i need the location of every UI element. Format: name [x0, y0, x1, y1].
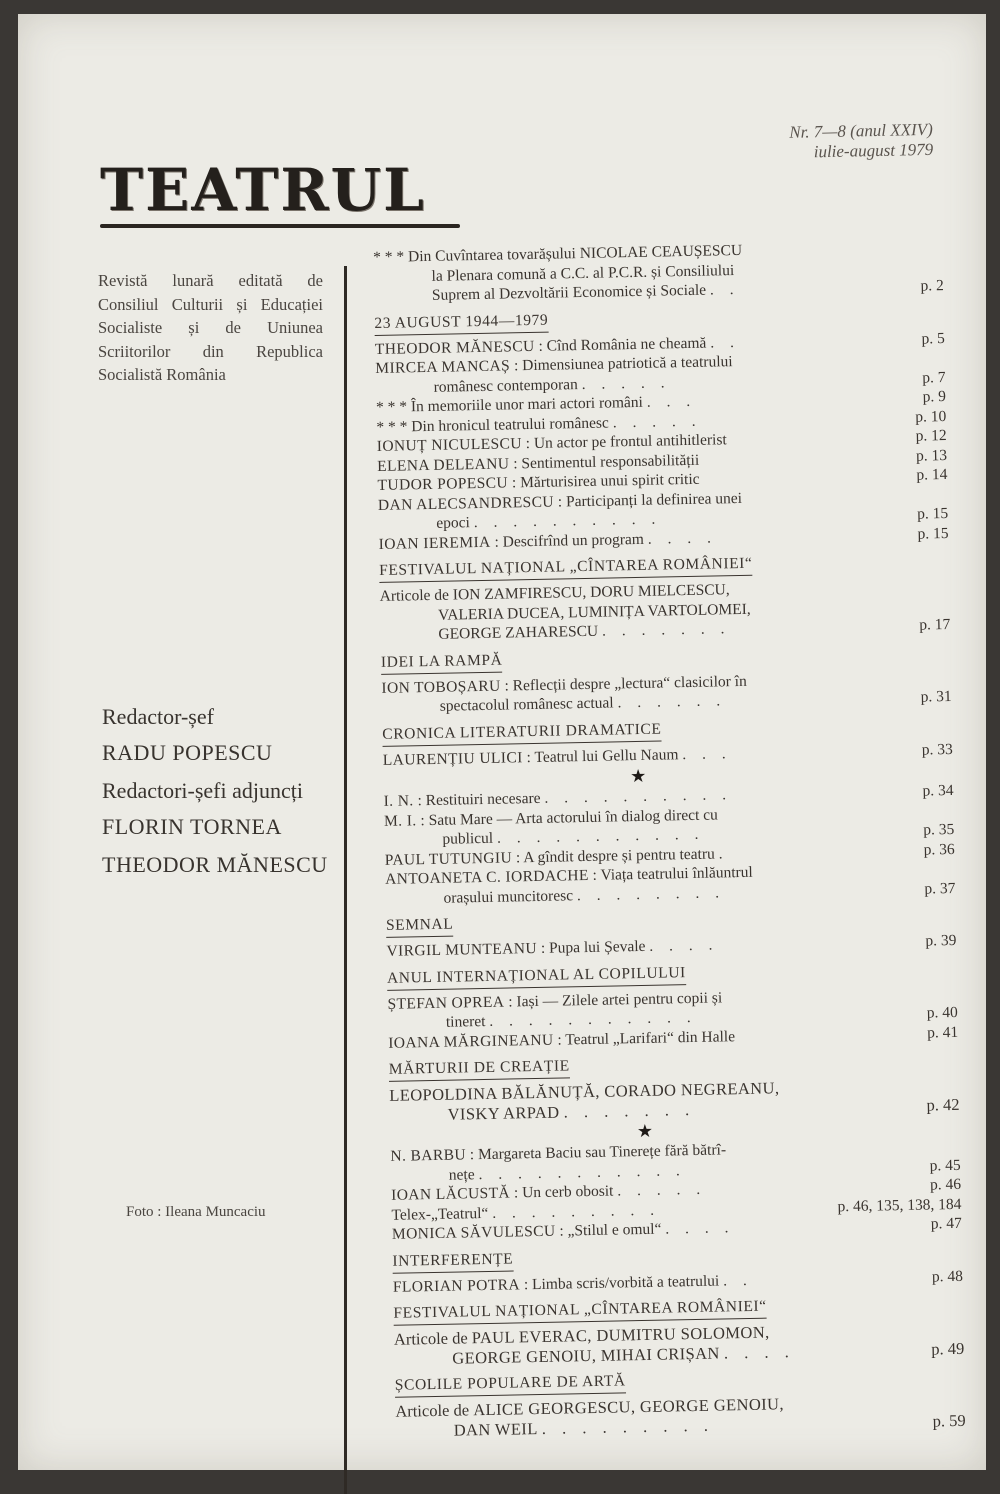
toc-entry: * * * Din hronicul teatrului românesc . . . . . p. 10 [376, 407, 947, 436]
toc-entry: MONICA SĂVULESCU : „Stilul e omul“ . . . . p. 47 [391, 1214, 962, 1243]
toc-section-heading: MĂRTURII DE CREAȚIE [389, 1055, 570, 1081]
magazine-logo: TEATRUL [100, 156, 426, 224]
toc-entry: * * * Din Cuvîntarea tovarășului NICOLAE CEAUȘESCU la Plenara comună a C.C. al P.C.R. și Consiliului Suprem al Dezvoltării Economice și Sociale . . p. 2 [373, 241, 944, 304]
toc-entry: M. I. : Satu Mare — Arta actorului în dialog direct cu publicul . . . . . . . . . . . p. 35 [383, 805, 955, 848]
toc-entry: TUDOR POPESCU : Mărturisirea unui spirit critic p. 14 [377, 466, 948, 494]
vertical-divider [344, 266, 347, 1494]
toc-section-heading: ANUL INTERNAȚIONAL AL COPILULUI [387, 962, 686, 991]
toc-entry: VIRGIL MUNTEANU : Pupa lui Șevale . . . . p. 39 [386, 931, 957, 960]
toc-entry: DAN ALECSANDRESCU : Participanți la definirea unei epoci . . . . . . . . . . p. 15 [377, 489, 949, 532]
toc-entry: FLORIAN POTRA : Limba scris/vorbită a teatrului . . p. 48 [392, 1267, 964, 1296]
toc-entry: N. BARBU : Margareta Baciu sau Tinerețe fără bătrî- nețe . . . . . . . . . . . p. 45 [390, 1141, 961, 1184]
issue-info [723, 120, 934, 164]
toc-entry: LEOPOLDINA BĂLĂNUȚĂ, CORADO NEGREANU, VISKY ARPAD . . . . . . . p. 42 [389, 1078, 960, 1124]
toc-entry: LAURENȚIU ULICI : Teatrul lui Gellu Naum . . . p. 33 [382, 740, 953, 769]
toc-section-heading: ȘCOLILE POPULARE DE ARTĂ [395, 1370, 626, 1397]
toc-entry: ANTOANETA C. IORDACHE : Viața teatrului înlăuntrul orașului muncitoresc . . . . . . . . p. 37 [384, 863, 956, 907]
toc-section-heading: FESTIVALUL NAȚIONAL „CÎNTAREA ROMÂNIEI“ [379, 553, 753, 583]
toc-section-heading: FESTIVALUL NAȚIONAL „CÎNTAREA ROMÂNIEI“ [393, 1296, 767, 1326]
toc-entry: ION TOBOȘARU : Reflecții despre „lectura“ clasicilor în spectacolul românesc actual . . . . . . p. 31 [381, 672, 952, 715]
toc-section-heading: CRONICA LITERATURII DRAMATICE [382, 718, 662, 746]
issue-date: iulie-august 1979 [813, 139, 934, 162]
table-of-contents [373, 237, 966, 1441]
toc-entry: Articole de ALICE GEORGESCU, GEORGE GENOIU, DAN WEIL . . . . . . . . . p. 59 [395, 1394, 966, 1440]
issue-number: Nr. 7—8 (anul XXIV) [789, 119, 933, 142]
toc-entry: IONUȚ NICULESCU : Un actor pe frontul antihitlerist p. 12 [376, 427, 947, 455]
toc-entry: PAUL TUTUNGIU : A gîndit despre și pentru teatru . p. 36 [384, 840, 955, 869]
toc-section-heading: SEMNAL [386, 914, 454, 938]
toc-section-heading: IDEI LA RAMPĂ [381, 649, 503, 674]
toc-entry: Articole de ION ZAMFIRESCU, DORU MIELCESCU, VALERIA DUCEA, LUMINIȚA VARTOLOMEI, GEORGE ZAHARESCU . . . . . . . p. 17 [379, 581, 951, 643]
star-separator-icon: ★ [629, 765, 647, 787]
toc-entry: THEODOR MĂNESCU : Cînd România ne cheamă . . p. 5 [374, 329, 945, 358]
toc-entry: ȘTEFAN OPREA : Iași — Zilele artei pentru copii și tineret . . . . . . . . . . . p. 40 [387, 988, 958, 1031]
magazine-page [18, 14, 986, 1470]
deputy-editor-name: FLORIN TORNEA [102, 814, 282, 839]
toc-section-heading: INTERFERENȚE [392, 1248, 513, 1273]
toc-entry: IOAN LĂCUSTĂ : Un cerb obosit . . . . . p. 46 [391, 1175, 962, 1204]
toc-entry: I. N. : Restituiri necesare . . . . . . . . . . p. 34 [383, 781, 954, 810]
logo-underline [100, 224, 460, 228]
toc-entry: Articole de PAUL EVERAC, DUMITRU SOLOMON, GEORGE GENOIU, MIHAI CRIȘAN . . . . p. 49 [393, 1322, 965, 1368]
star-separator-icon: ★ [636, 1120, 654, 1142]
editor-in-chief-label: Redactor-șef [102, 704, 214, 729]
toc-section-heading: 23 AUGUST 1944—1979 [374, 309, 548, 335]
editor-in-chief-name: RADU POPESCU [102, 740, 273, 765]
toc-entry: MIRCEA MANCAȘ : Dimensiunea patriotică a teatrului românesc contemporan . . . . . p. 7 [375, 353, 946, 396]
toc-entry: ELENA DELEANU : Sentimentul responsabilității p. 13 [377, 446, 948, 475]
deputy-editor-name: THEODOR MĂNESCU [102, 852, 328, 877]
editorial-staff [102, 704, 342, 890]
toc-entry: Telex-„Teatrul“ . . . . . . . . . p. 46, 135, 138, 184 [391, 1195, 962, 1224]
toc-entry: IOAN IEREMIA : Descifrînd un program . . . . p. 15 [378, 524, 949, 553]
photo-credit: Foto : Ileana Muncaciu [126, 1204, 266, 1220]
deputy-editors-label: Redactori-șefi adjuncți [102, 778, 303, 803]
toc-entry: * * * În memoriile unor mari actori români . . . p. 9 [375, 388, 947, 416]
magazine-description: Revistă lunară editată de Consiliul Culturii și Educației Socialiste și de Uniunea Scriitorilor din Republica Socialistă România [98, 271, 323, 384]
toc-entry: IOANA MĂRGINEANU : Teatrul „Larifari“ din Halle p. 41 [388, 1023, 959, 1052]
